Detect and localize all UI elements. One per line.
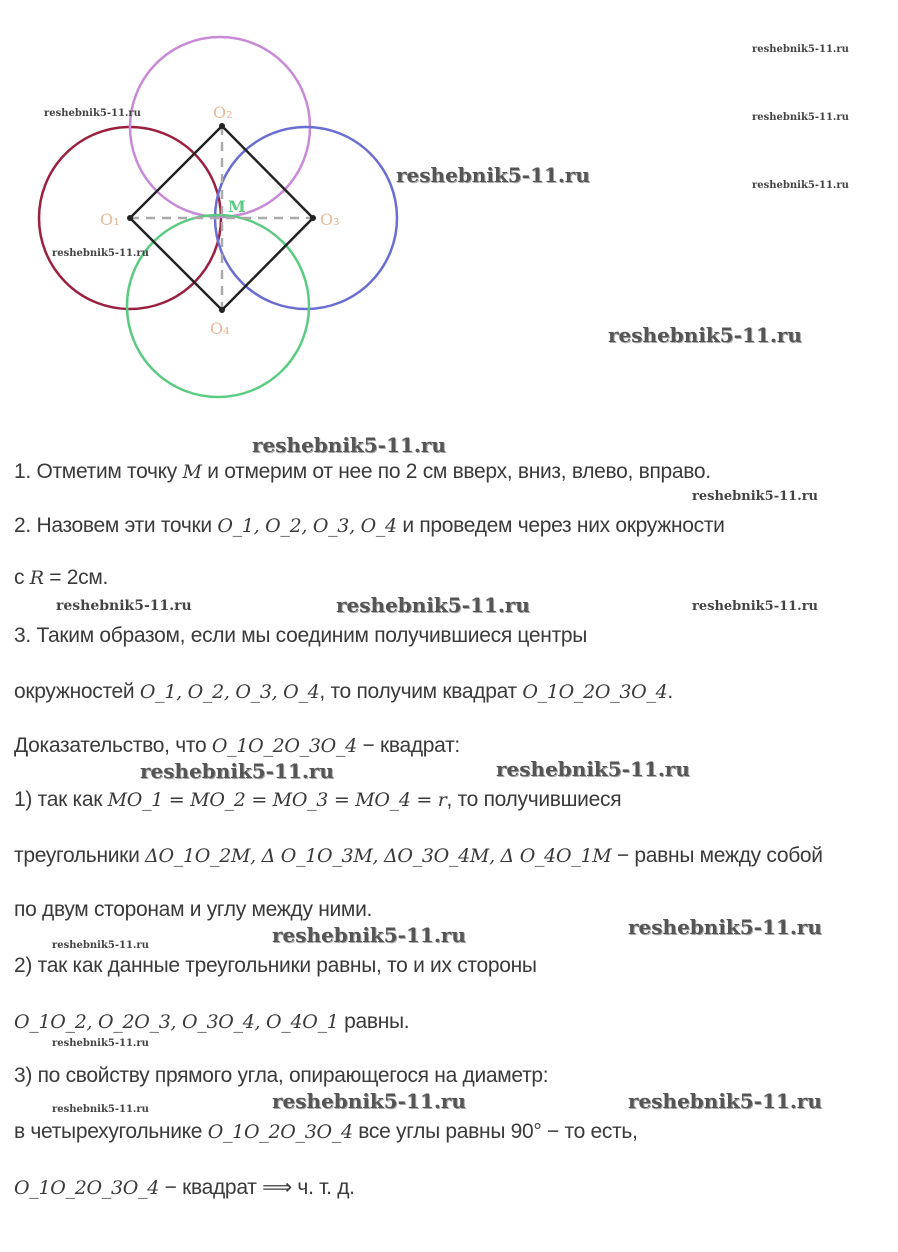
watermark: reshebnik5-11.ru [272,923,466,947]
watermark: reshebnik5-11.ru [692,599,819,614]
text-line [14,788,621,812]
math-expression: O_1O_2O_3O_4 [14,1177,160,1199]
math-expression: R [29,567,44,589]
point-o2 [219,123,225,129]
text-line [14,566,108,590]
watermark: reshebnik5-11.ru [140,759,334,783]
watermark: reshebnik5-11.ru [396,163,590,187]
watermark: reshebnik5-11.ru [628,1089,822,1113]
watermark: reshebnik5-11.ru [628,915,822,939]
label-m: M [228,197,246,216]
watermark: reshebnik5-11.ru [252,433,446,457]
math-expression: O_1, O_2, O_3, O_4 [217,515,397,537]
watermark: reshebnik5-11.ru [692,489,819,504]
construction-figure [0,0,420,410]
point-o1 [127,215,133,221]
watermark: reshebnik5-11.ru [608,323,802,347]
text-line [14,624,587,648]
text-segment: по двум сторонам и углу между ними. [14,898,373,921]
watermark: reshebnik5-11.ru [496,757,690,781]
label-o1: O₁ [100,210,120,229]
text-line [14,514,725,538]
text-line [14,954,537,978]
text-line [14,460,711,484]
point-o3 [310,215,316,221]
watermark: reshebnik5-11.ru [752,180,849,191]
text-segment: − квадрат: [356,734,460,757]
text-segment: в четырехугольнике [14,1120,208,1143]
watermark: reshebnik5-11.ru [52,1104,149,1115]
math-expression: O_1O_2O_3O_4 [211,735,357,757]
watermark: reshebnik5-11.ru [272,1089,466,1113]
text-line [14,680,673,704]
text-segment: и отмерим от нее по 2 см вверх, вниз, влево, вправо. [201,460,711,483]
label-o4: O₄ [210,319,230,338]
text-segment: равны. [338,1010,410,1033]
math-expression: O_1O_2, O_2O_3, O_3O_4, O_4O_1 [14,1011,339,1033]
text-segment: и проведем через них окружности [396,514,725,537]
text-segment: все углы равны 90° − то есть, [352,1120,638,1143]
watermark: reshebnik5-11.ru [336,593,530,617]
text-line [14,844,823,868]
text-segment: окружностей [14,680,140,703]
text-segment: = 2см. [43,566,109,589]
text-segment: треугольники [14,844,146,867]
label-o2: O₂ [213,103,233,122]
watermark: reshebnik5-11.ru [752,44,849,55]
text-segment: , то получим квадрат [319,680,523,703]
watermark: reshebnik5-11.ru [752,112,849,123]
watermark: reshebnik5-11.ru [52,1038,149,1049]
label-o3: O₃ [320,210,340,229]
math-expression: O_1O_2O_3O_4 [522,681,668,703]
text-segment: 2. Назовем эти точки [14,514,218,537]
text-line [14,1010,409,1034]
math-expression: O_1, O_2, O_3, O_4 [139,681,320,703]
text-segment: , то получившиеся [446,788,622,811]
text-line [14,1120,638,1144]
text-segment: 1. Отметим точку [14,460,183,483]
math-expression: ΔO_1O_2M, Δ O_1O_3M, ΔO_3O_4M, Δ O_4O_1M [145,845,612,867]
watermark: reshebnik5-11.ru [44,108,141,119]
text-segment: 2) так как данные треугольники равны, то и их стороны [14,954,537,977]
text-segment: 3) по свойству прямого угла, опирающегося на диаметр: [14,1064,549,1087]
text-segment: − равны между собой [611,844,823,867]
text-line [14,734,460,758]
math-expression: O_1O_2O_3O_4 [207,1121,353,1143]
text-segment: 1) так как [14,788,108,811]
text-line [14,1176,355,1200]
text-line [14,1064,548,1088]
point-o4 [219,307,225,313]
math-expression: M [182,461,202,483]
math-expression: MO_1 = MO_2 = MO_3 = MO_4 = r [107,789,447,811]
text-segment: 3. Таким образом, если мы соединим получившиеся центры [14,624,588,647]
text-segment: Доказательство, что [14,734,212,757]
text-line [14,898,372,922]
watermark: reshebnik5-11.ru [52,940,149,951]
text-segment: − квадрат ⟹ ч. т. д. [159,1176,355,1199]
text-segment: с [14,566,30,589]
watermark: reshebnik5-11.ru [56,598,192,614]
text-segment: . [667,680,673,703]
watermark: reshebnik5-11.ru [52,248,149,259]
